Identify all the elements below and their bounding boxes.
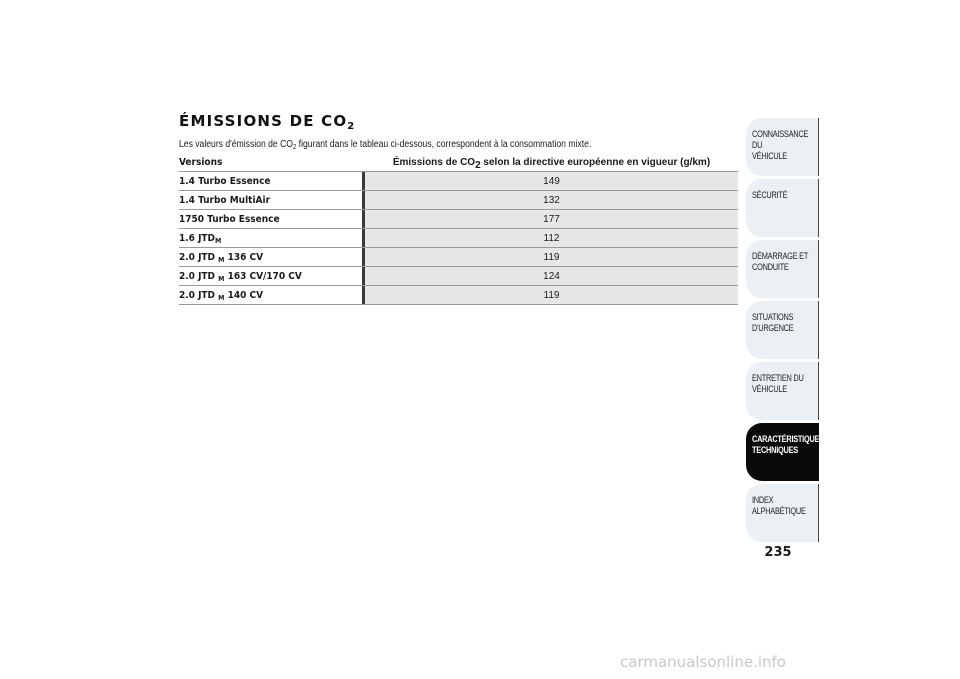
table-row xyxy=(179,267,738,286)
row-emission-value: 132 xyxy=(365,191,738,209)
chapter-tab-line1: CARACTÉRISTIQUES xyxy=(752,434,824,444)
row-version: 2.0 JTD $_M$ 136 CV xyxy=(179,252,264,264)
page-number: 235 xyxy=(764,545,792,560)
table-body xyxy=(179,172,738,305)
chapter-sidebar xyxy=(746,118,824,545)
row-version: 1750 Turbo Essence xyxy=(179,214,280,225)
row-emission-value: 124 xyxy=(365,267,738,285)
chapter-tab-line2: TECHNIQUES xyxy=(752,445,798,455)
header-emissions: Émissions de $CO_2$ selon la directive européenne en vigueur (g/km) xyxy=(392,157,711,171)
chapter-tab-6[interactable] xyxy=(746,423,824,481)
row-emission-value: 119 xyxy=(365,248,738,266)
chapter-tab-4[interactable] xyxy=(746,301,819,359)
intro-text: Les valeurs d'émission de $CO_2$ figurant dans le tableau ci-dessous, correspondent à la consommation mixte. xyxy=(179,139,592,151)
chapter-tab-line1: DÉMARRAGE ET xyxy=(752,251,809,261)
row-emission-value: 119 xyxy=(365,286,738,304)
chapter-tab-line1: INDEX xyxy=(752,495,774,505)
chapter-tab-line2: CONDUITE xyxy=(752,262,789,272)
table-row xyxy=(179,210,738,229)
chapter-tab-line1: SÉCURITÉ xyxy=(752,190,788,200)
row-version: 2.0 JTD $_M$ 140 CV xyxy=(179,290,264,302)
watermark: carmanualsonline.info xyxy=(620,653,786,671)
table-row xyxy=(179,229,738,248)
row-version: 1.4 Turbo MultiAir xyxy=(179,195,271,206)
section-heading: ÉMISSIONS DE $CO_2$ xyxy=(179,112,355,132)
table-row xyxy=(179,286,738,305)
chapter-tab-line1: SITUATIONS xyxy=(752,312,794,322)
chapter-tab-1[interactable] xyxy=(746,118,819,176)
chapter-tab-3[interactable] xyxy=(746,240,819,298)
row-emission-value: 149 xyxy=(365,172,738,190)
row-version: 1.6 $JTD_M$ xyxy=(179,233,222,245)
header-versions: Versions xyxy=(179,157,223,168)
chapter-tab-line2: VÉHICULE xyxy=(752,151,787,161)
row-version: 1.4 Turbo Essence xyxy=(179,176,271,187)
chapter-tab-2[interactable] xyxy=(746,179,819,237)
chapter-tab-line2: VÉHICULE xyxy=(752,384,787,394)
table-row xyxy=(179,248,738,267)
chapter-tab-5[interactable] xyxy=(746,362,819,420)
chapter-tab-line2: ALPHABÉTIQUE xyxy=(752,506,806,516)
chapter-tab-line2: D'URGENCE xyxy=(752,323,794,333)
emissions-table xyxy=(179,153,738,305)
chapter-tab-7[interactable] xyxy=(746,484,819,542)
row-emission-value: 177 xyxy=(365,210,738,228)
table-header-row xyxy=(179,153,738,172)
table-row xyxy=(179,172,738,191)
chapter-tab-line1: ENTRETIEN DU xyxy=(752,373,804,383)
row-emission-value: 112 xyxy=(365,229,738,247)
chapter-tab-line1: CONNAISSANCE DU xyxy=(752,129,809,150)
row-version: 2.0 JTD $_M$ 163 CV/170 CV xyxy=(179,271,302,283)
table-row xyxy=(179,191,738,210)
